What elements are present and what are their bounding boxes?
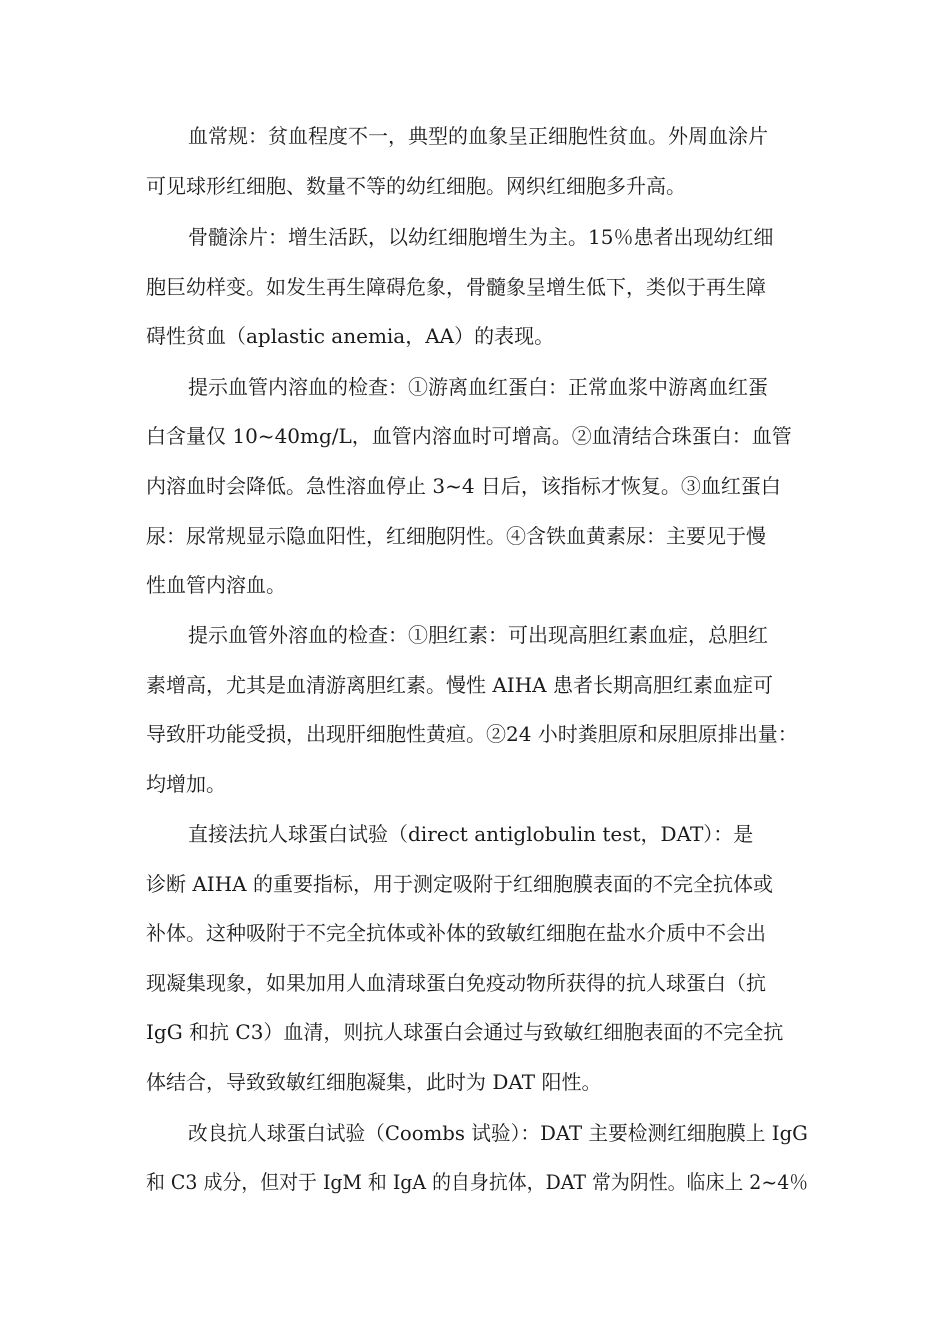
text-line: 提示血管内溶血的检查：①游离血红蛋白：正常血浆中游离血红蛋 — [188, 375, 768, 399]
text-line: 和 C3 成分，但对于 IgM 和 IgA 的自身抗体，DAT 常为阴性。临床上 2~4％ — [146, 1170, 809, 1194]
text-line: 骨髓涂片：增生活跃，以幼红细胞增生为主。15％患者出现幼红细 — [188, 225, 774, 249]
text-line: 白含量仅 10~40mg/L，血管内溶血时可增高。②血清结合珠蛋白：血管 — [146, 424, 792, 448]
text-line: 血常规：贫血程度不一，典型的血象呈正细胞性贫血。外周血涂片 — [188, 124, 768, 148]
text-line: 可见球形红细胞、数量不等的幼红细胞。网织红细胞多升高。 — [146, 174, 686, 198]
text-line: 补体。这种吸附于不完全抗体或补体的致敏红细胞在盐水介质中不会出 — [146, 921, 766, 945]
text-line: 直接法抗人球蛋白试验（direct antiglobulin test，DAT）：是 — [188, 822, 754, 846]
text-line: 尿：尿常规显示隐血阳性，红细胞阴性。④含铁血黄素尿：主要见于慢 — [146, 524, 766, 548]
text-line: 诊断 AIHA 的重要指标，用于测定吸附于红细胞膜表面的不完全抗体或 — [146, 872, 773, 896]
text-line: 导致肝功能受损，出现肝细胞性黄疸。②24 小时粪胆原和尿胆原排出量： — [146, 722, 798, 746]
text-line: 改良抗人球蛋白试验（Coombs 试验）：DAT 主要检测红细胞膜上 IgG — [188, 1121, 808, 1145]
text-line: 胞巨幼样变。如发生再生障碍危象，骨髓象呈增生低下，类似于再生障 — [146, 275, 766, 299]
text-line: 碍性贫血（aplastic anemia，AA）的表现。 — [146, 324, 555, 348]
text-line: 均增加。 — [146, 772, 226, 796]
text-line: IgG 和抗 C3）血清，则抗人球蛋白会通过与致敏红细胞表面的不完全抗 — [146, 1020, 784, 1044]
text-line: 内溶血时会降低。急性溶血停止 3~4 日后，该指标才恢复。③血红蛋白 — [146, 474, 781, 498]
text-line: 性血管内溶血。 — [146, 573, 286, 597]
text-line: 提示血管外溶血的检查：①胆红素：可出现高胆红素血症，总胆红 — [188, 623, 768, 647]
text-line: 素增高，尤其是血清游离胆红素。慢性 AIHA 患者长期高胆红素血症可 — [146, 673, 773, 697]
text-line: 现凝集现象，如果加用人血清球蛋白免疫动物所获得的抗人球蛋白（抗 — [146, 971, 766, 995]
text-line: 体结合，导致致敏红细胞凝集，此时为 DAT 阳性。 — [146, 1070, 602, 1094]
